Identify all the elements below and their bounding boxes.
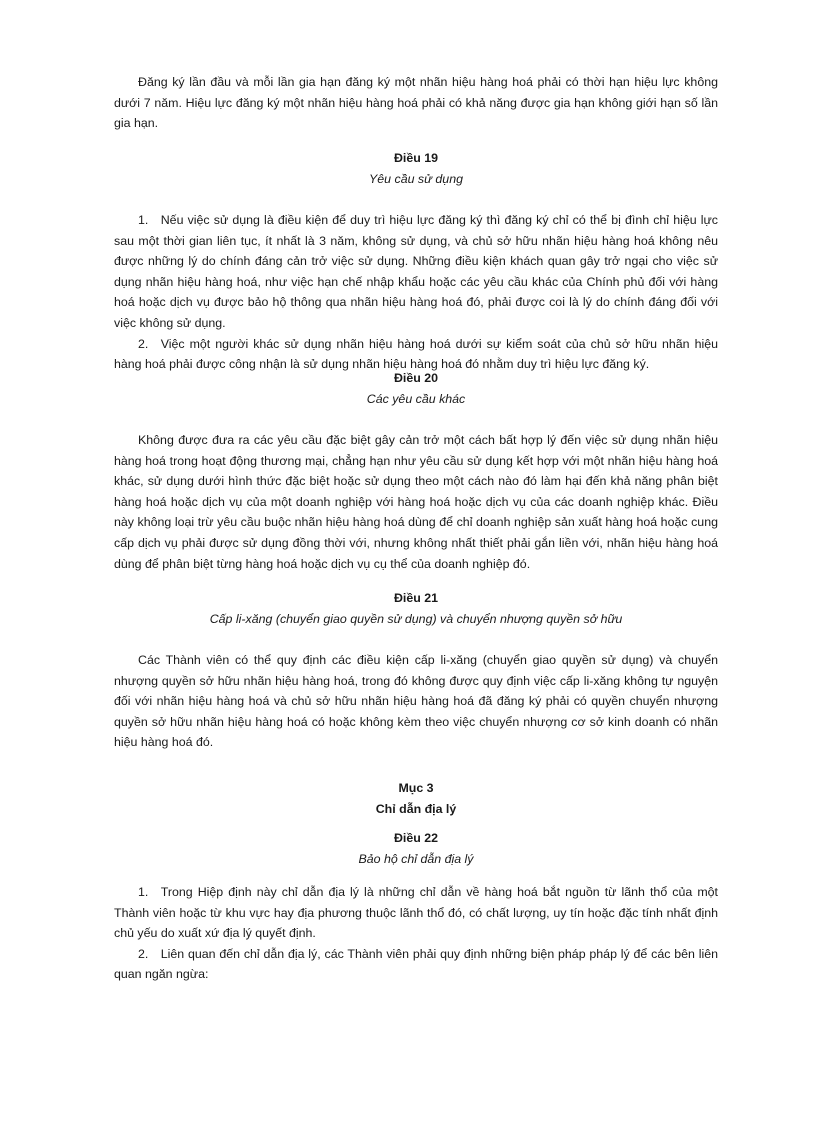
intro-section [114, 72, 718, 134]
article-19-subtitle: Yêu cầu sử dụng [369, 171, 463, 186]
article-22 [114, 828, 718, 869]
article-22-clause-2: 2. Liên quan đến chỉ dẫn địa lý, các Thành viên phải quy định những biện pháp pháp lý để các bên liên quan ngăn ngừa: [114, 946, 718, 982]
article-21 [114, 588, 718, 629]
article-19-clause-1: 1. Nếu việc sử dụng là điều kiện để duy trì hiệu lực đăng ký thì đăng ký chỉ có thể bị đình chỉ hiệu lực sau một thời gian liên tục, ít nhất là 3 năm, không sử dụng, và chủ sở hữu nhãn hiệu hàng hoá không nêu được những lý do chính đáng cản trở việc sử dụng. Những điều kiện khách quan gây trở ngại cho việc sử dụng nhãn hiệu hàng hoá, như việc hạn chế nhập khẩu hoặc các yêu cầu khác của Chính phủ đối với hàng hoá hoặc dịch vụ được bảo hộ thông qua nhãn hiệu hàng hoá đó, phải được coi là lý do chính đáng đối với việc không sử dụng. [114, 213, 718, 330]
article-19-clause-2: 2. Việc một người khác sử dụng nhãn hiệu hàng hoá dưới sự kiểm soát của chủ sở hữu nhãn hiệu hàng hoá phải được công nhận là sử dụng nhãn hiệu hàng hoá đó nhằm duy trì hiệu lực đăng ký. [114, 336, 718, 372]
article-21-body [114, 650, 718, 753]
article-21-title: Điều 21 [393, 591, 439, 605]
article-22-body [114, 882, 718, 985]
intro-paragraph: Đăng ký lần đầu và mỗi lần gia hạn đăng ký một nhãn hiệu hàng hoá phải có thời hạn hiệu lực không dưới 7 năm. Hiệu lực đăng ký một nhãn hiệu hàng hoá phải có khả năng được gia hạn không giới hạn số lần gia hạn. [114, 75, 718, 131]
article-20-subtitle: Các yêu cầu khác [366, 391, 466, 406]
article-20 [114, 368, 718, 409]
article-21-paragraph: Các Thành viên có thể quy định các điều kiện cấp li-xăng (chuyển giao quyền sử dụng) và chuyển nhượng quyền sở hữu nhãn hiệu hàng hoá, trong đó không được quy định việc cấp li-xăng không tự nguyện đối với nhãn hiệu hàng hoá và chủ sở hữu nhãn hiệu hàng hoá đã đăng ký phải có quyền chuyển nhượng quyền sở hữu nhãn hiệu hàng hoá có hoặc không kèm theo việc chuyển nhượng cơ sở kinh doanh có nhãn hiệu hàng hoá đó. [114, 653, 718, 750]
section-3-title: Mục 3 [398, 781, 434, 795]
article-19-title: Điều 19 [393, 151, 439, 165]
article-20-paragraph: Không được đưa ra các yêu cầu đặc biệt gây cản trở một cách bất hợp lý đến việc sử dụng nhãn hiệu hàng hoá trong hoạt động thương mại, chẳng hạn như yêu cầu sử dụng kết hợp với một nhãn hiệu hàng hoá khác, sử dụng dưới hình thức đặc biệt hoặc sử dụng theo một cách nào đó làm hại đến khả năng phân biệt hàng hoá hoặc dịch vụ của một doanh nghiệp với hàng hoá hoặc dịch vụ của các doanh nghiệp khác. Điều này không loại trừ yêu cầu buộc nhãn hiệu hàng hoá dùng để chỉ doanh nghiệp sản xuất hàng hoá hoặc cung cấp dịch vụ phải được sử dụng đồng thời với, nhưng không nhất thiết phải gắn liền với, nhãn hiệu hàng hoá dùng để phân biệt từng hàng hoá hoặc dịch vụ cụ thể của doanh nghiệp đó. [114, 433, 718, 571]
section-3-subtitle: Chỉ dẫn địa lý [375, 801, 457, 816]
article-22-subtitle: Bảo hộ chỉ dẫn địa lý [358, 851, 474, 866]
article-22-title: Điều 22 [393, 831, 439, 845]
article-19-body [114, 210, 718, 375]
article-20-title: Điều 20 [393, 371, 439, 385]
article-21-subtitle: Cấp li-xăng (chuyển giao quyền sử dụng) và chuyển nhượng quyền sở hữu [209, 611, 623, 626]
article-20-body [114, 430, 718, 574]
section-3 [114, 778, 718, 819]
article-19 [114, 148, 718, 189]
article-22-clause-1: 1. Trong Hiệp định này chỉ dẫn địa lý là những chỉ dẫn về hàng hoá bắt nguồn từ lãnh thổ của một Thành viên hoặc từ khu vực hay địa phương thuộc lãnh thổ đó, có chất lượng, uy tín hoặc đặc tính nhất định chủ yếu do xuất xứ địa lý quyết định. [114, 885, 718, 941]
